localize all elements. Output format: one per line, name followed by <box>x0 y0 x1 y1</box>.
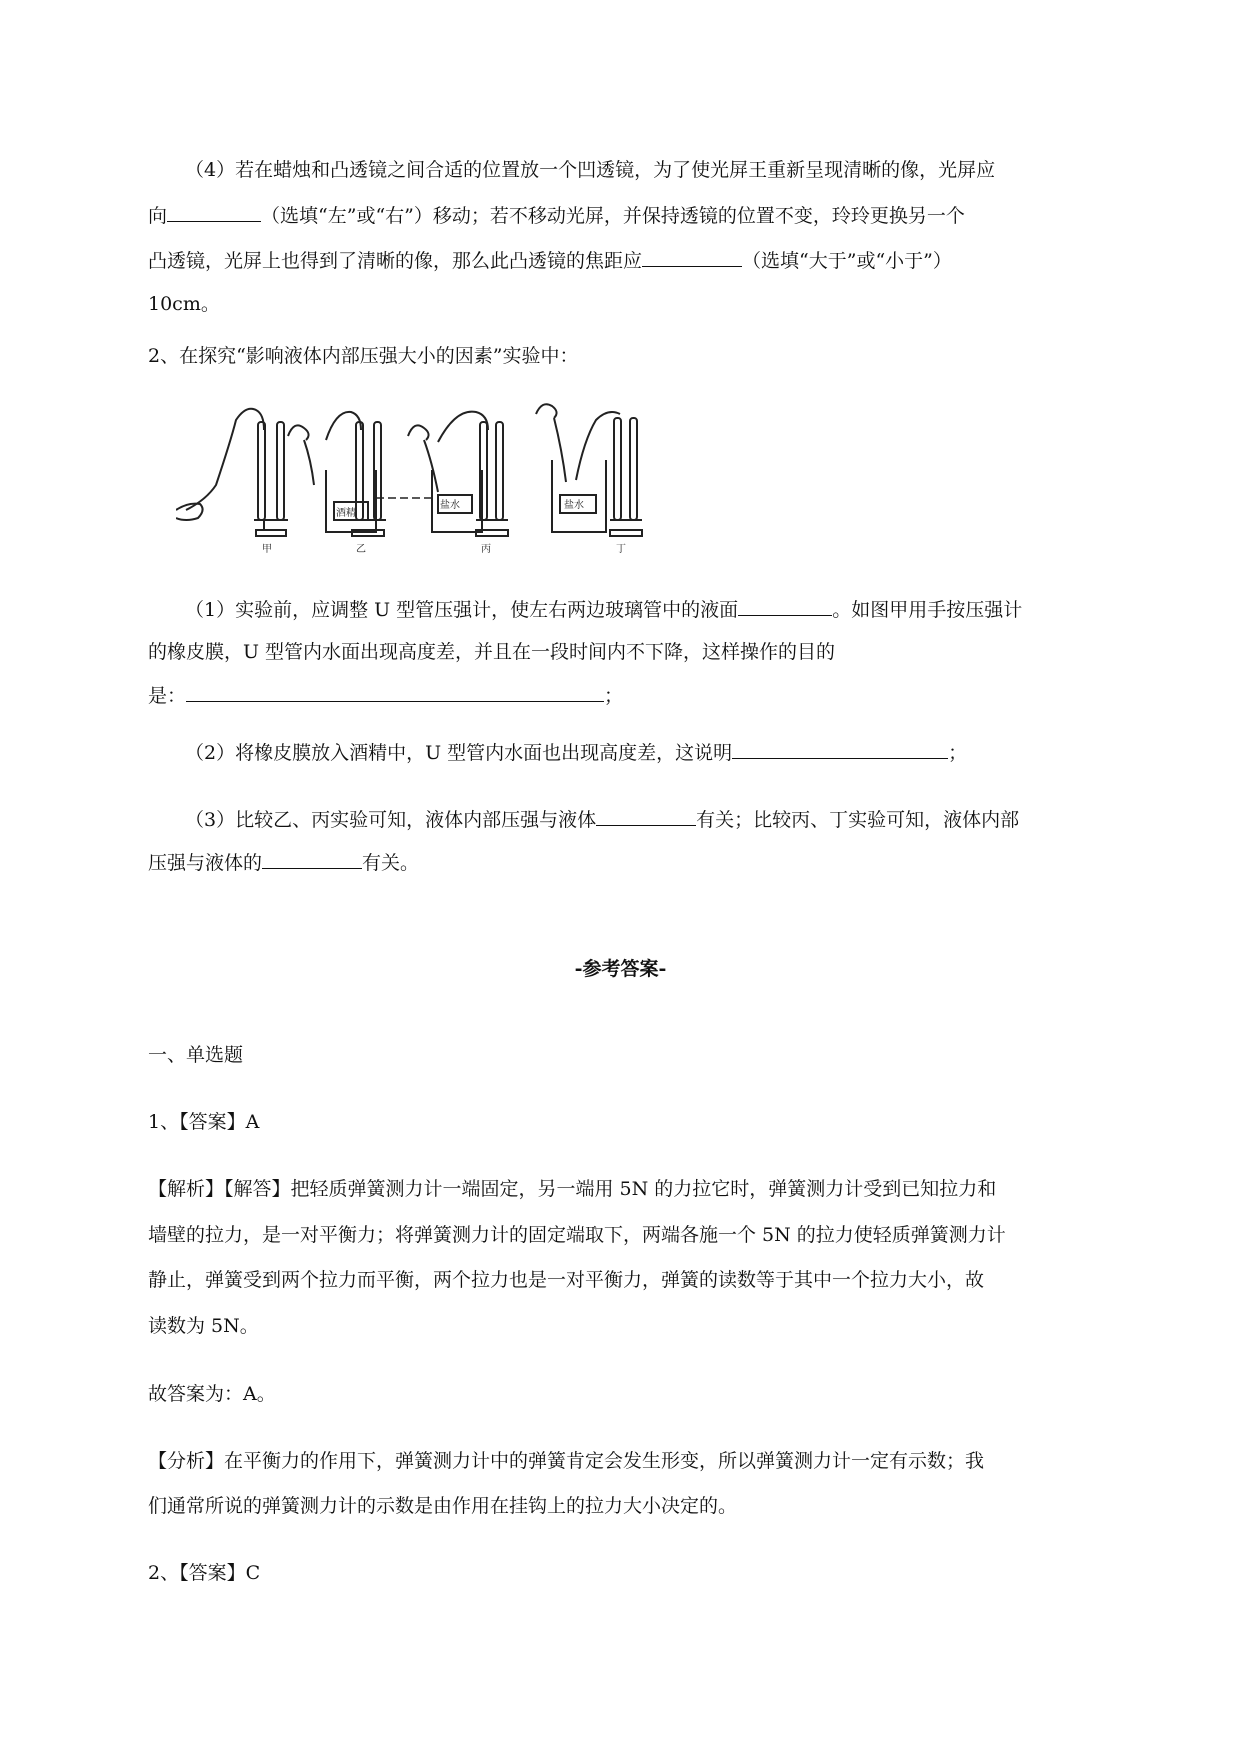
q2-p1-text-a: （1）实验前，应调整 U 型管压强计，使左右两边玻璃管中的液面 <box>185 599 739 621</box>
experiment-figure <box>176 400 736 560</box>
q4-line-3-text-a: 凸透镜，光屏上也得到了清晰的像，那么此凸透镜的焦距应 <box>148 250 643 272</box>
answer-2: 2、【答案】C <box>148 1562 261 1584</box>
analysis-line-1: 【解析】【解答】把轻质弹簧测力计一端固定，另一端用 5N 的力拉它时，弹簧测力计受到已知拉力和 <box>148 1178 997 1200</box>
q4-line-4: 10cm。 <box>148 293 220 315</box>
q2-p1-line-3-text-a: 是： <box>148 685 187 707</box>
liquid-label-yi: 酒精 <box>336 508 356 519</box>
answer-blank-factor-1[interactable] <box>596 807 696 826</box>
figure-label-yi: 乙 <box>356 544 366 555</box>
fenxi-line-1: 【分析】在平衡力的作用下，弹簧测力计中的弹簧肯定会发生形变，所以弹簧测力计一定有示数；我 <box>148 1450 985 1472</box>
answer-blank-explanation[interactable] <box>732 740 948 759</box>
q4-line-3 <box>148 248 952 273</box>
hand-icon <box>536 404 557 418</box>
analysis-line-3: 静止，弹簧受到两个拉力而平衡，两个拉力也是一对平衡力，弹簧的读数等于其中一个拉力大小，故 <box>148 1269 985 1291</box>
q2-p3-line-1 <box>185 807 1019 832</box>
q2-p3-text-b: 有关；比较丙、丁实验可知，液体内部 <box>696 809 1020 831</box>
q2-p2 <box>185 740 967 765</box>
analysis-line-2: 墙壁的拉力，是一对平衡力；将弹簧测力计的固定端取下，两端各施一个 5N 的拉力使轻质弹簧测力计 <box>148 1224 1006 1246</box>
q2-p1-text-b: 。如图甲用手按压强计 <box>832 599 1023 621</box>
liquid-label-ding: 盐水 <box>564 500 584 511</box>
q2-p1-line-2: 的橡皮膜，U 型管内水面出现高度差，并且在一段时间内不下降，这样操作的目的 <box>148 641 836 663</box>
q2-p1-line-3 <box>148 683 623 708</box>
section-title: 一、单选题 <box>148 1044 244 1066</box>
q2-p3-text-a: （3）比较乙、丙实验可知，液体内部压强与液体 <box>185 809 597 831</box>
hand-icon <box>408 425 429 440</box>
answer-blank-focal-length[interactable] <box>642 248 742 267</box>
q4-line-2 <box>148 203 965 228</box>
answer-blank-purpose[interactable] <box>186 683 604 702</box>
hand-icon <box>288 425 309 440</box>
q4-line-1: （4）若在蜡烛和凸透镜之间合适的位置放一个凹透镜，为了使光屏王重新呈现清晰的像，光屏应 <box>185 159 996 181</box>
answers-heading: -参考答案- <box>574 958 667 980</box>
answer-blank-factor-2[interactable] <box>262 850 362 869</box>
conclusion: 故答案为：A。 <box>148 1383 276 1405</box>
liquid-label-bing: 盐水 <box>440 500 460 511</box>
hand-icon <box>176 504 203 520</box>
answer-1: 1、【答案】A <box>148 1111 260 1133</box>
q4-line-2-text-b: （选填“左”或“右”）移动；若不移动光屏，并保持透镜的位置不变，玲玲更换另一个 <box>261 205 965 227</box>
q2-p2-text-a: （2）将橡皮膜放入酒精中，U 型管内水面也出现高度差，这说明 <box>185 742 733 764</box>
q4-line-2-text-a: 向 <box>148 205 168 227</box>
figure-label-bing: 丙 <box>481 544 491 555</box>
rubber-tube-icon <box>186 409 264 510</box>
q2-p1-line-1 <box>185 597 1022 622</box>
analysis-line-4: 读数为 5N。 <box>148 1315 259 1337</box>
answer-blank-liquid-level[interactable] <box>738 597 832 616</box>
q2-p3-line-2 <box>148 850 419 875</box>
u-tube-left <box>258 422 265 520</box>
answer-blank-direction[interactable] <box>167 203 261 222</box>
q2-p1-line-3-text-b: ； <box>604 685 624 707</box>
q4-line-3-text-b: （选填“大于”或“小于”） <box>742 250 952 272</box>
q2-p3-line-2-text-a: 压强与液体的 <box>148 852 263 874</box>
u-tube-right <box>277 422 284 520</box>
figure-label-ding: 丁 <box>616 544 626 555</box>
figure-label-jia: 甲 <box>262 544 272 555</box>
q2-p3-line-2-text-b: 有关。 <box>362 852 420 874</box>
q2-title: 2、在探究“影响液体内部压强大小的因素”实验中： <box>148 345 579 367</box>
q2-p2-text-b: ； <box>948 742 968 764</box>
fenxi-line-2: 们通常所说的弹簧测力计的示数是由作用在挂钩上的拉力大小决定的。 <box>148 1495 738 1517</box>
